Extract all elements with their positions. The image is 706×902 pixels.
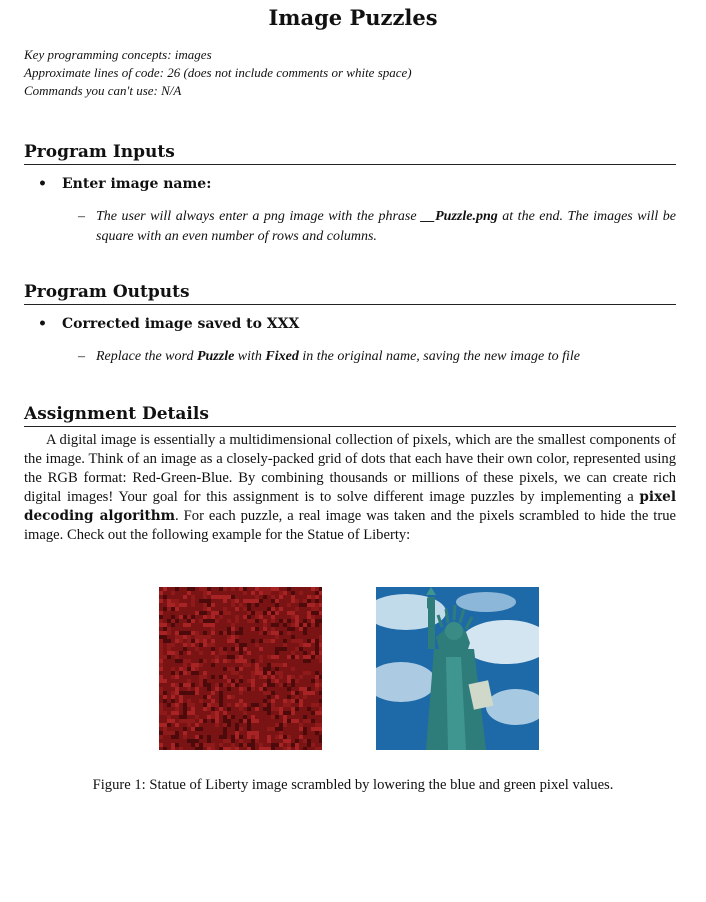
details-text-2: . For each puzzle, a real image was taken and the pixels scrambled to hide the true image. Check out the following example for the Statue of Liberty: xyxy=(24,507,676,543)
inputs-bullet-label: Enter image name: xyxy=(62,176,212,192)
bullet-icon: • xyxy=(38,316,47,332)
page-title: Image Puzzles xyxy=(268,5,438,30)
concepts-line: Key programming concepts: images xyxy=(24,47,212,62)
pixel-decoding-term: pixel decoding algorithm xyxy=(24,488,676,524)
puzzle-phrase: __Puzzle.png xyxy=(421,209,498,224)
inputs-bullet xyxy=(38,176,211,192)
dash-icon: – xyxy=(78,349,85,364)
inputs-sub-post: at the end. The images will be square with an even number of rows and columns. xyxy=(96,209,677,244)
statue-of-liberty-illustration xyxy=(376,587,539,750)
scrambled-image-canvas xyxy=(159,587,322,750)
details-text-1: A digital image is essentially a multidimensional collection of pixels, which are the smallest components of the image. Think of an image as a closely-packed grid of dots that each have their own color, represented using the RGB format: Red-Green-Blue. By combining thousands or millions of these pixels, we can create rich digital images! Your goal for this assignment is to solve different image puzzles by implementing a xyxy=(24,432,676,505)
details-heading: Assignment Details xyxy=(24,404,676,427)
dash-icon: – xyxy=(78,209,85,224)
details-section xyxy=(24,404,676,427)
word-puzzle: Puzzle xyxy=(196,349,235,364)
outputs-subitem xyxy=(78,347,676,367)
figure-caption: Figure 1: Statue of Liberty image scrambled by lowering the blue and green pixel values. xyxy=(92,777,614,793)
inputs-sub-pre: The user will always enter a png image with the phrase xyxy=(96,209,422,224)
assignment-meta xyxy=(24,46,412,100)
details-paragraph xyxy=(24,431,676,544)
outputs-sub-mid: with xyxy=(234,349,266,364)
bullet-icon: • xyxy=(38,176,47,192)
outputs-heading: Program Outputs xyxy=(24,282,676,305)
outputs-section xyxy=(24,282,676,305)
scrambled-image xyxy=(159,587,322,750)
outputs-sub-post: in the original name, saving the new image to file xyxy=(298,349,581,364)
outputs-bullet xyxy=(38,316,299,332)
outputs-bullet-label: Corrected image saved to XXX xyxy=(62,316,300,332)
statue-of-liberty-image xyxy=(376,587,539,750)
inputs-section xyxy=(24,142,676,165)
forbidden-commands-line: Commands you can't use: N/A xyxy=(24,83,182,98)
inputs-heading: Program Inputs xyxy=(24,142,676,165)
outputs-sub-pre: Replace the word xyxy=(96,349,197,364)
inputs-subitem xyxy=(78,207,676,247)
word-fixed: Fixed xyxy=(265,349,299,364)
lines-of-code-line: Approximate lines of code: 26 (does not include comments or white space) xyxy=(24,65,412,80)
